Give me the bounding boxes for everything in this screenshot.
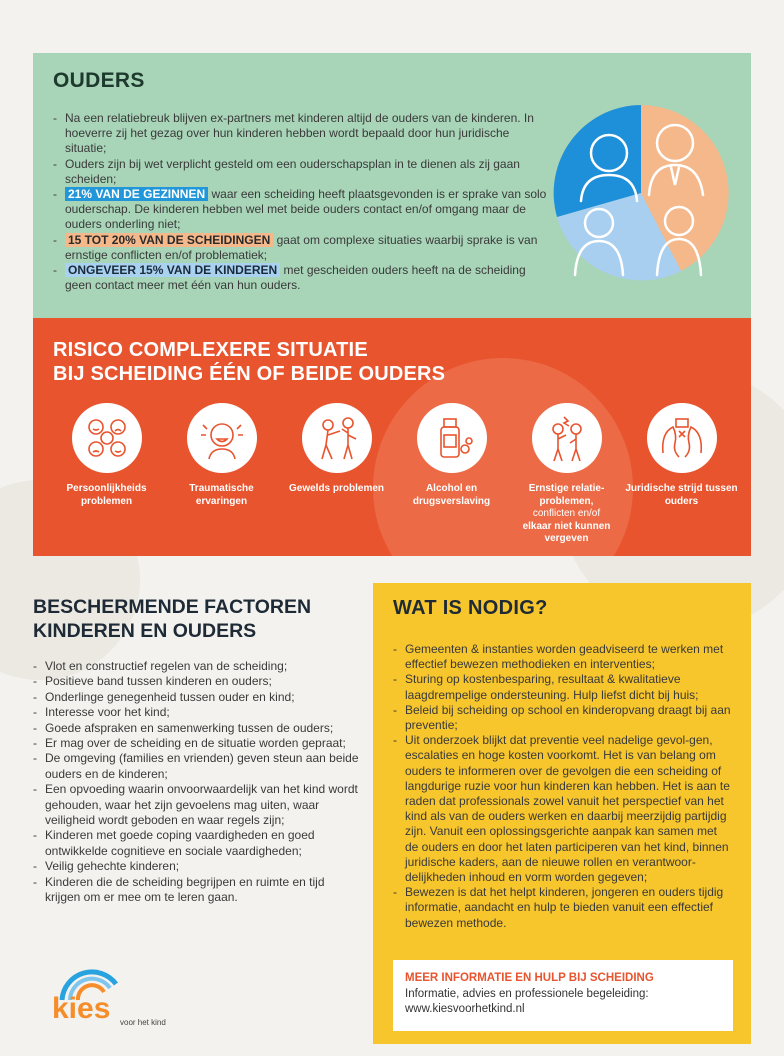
highlight-stat: 21% VAN DE GEZINNEN bbox=[65, 187, 208, 201]
list-item: - Interesse voor het kind; bbox=[33, 705, 363, 720]
arguing-couple-icon bbox=[532, 403, 602, 473]
list-item: - Goede afspraken en samenwerking tussen de ouders; bbox=[33, 721, 363, 736]
risico-section bbox=[33, 318, 751, 556]
ouders-section bbox=[33, 53, 751, 318]
beschermende-factoren-section bbox=[33, 595, 363, 906]
list-item: - Een opvoeding waarin onvoorwaardelijk van het kind wordt gehouden, waar het zijn gevoelens mag uiten, waar veiligheid wordt geboden en waar regels zijn; bbox=[33, 782, 363, 828]
logo-tagline: voor het kind bbox=[120, 1018, 166, 1027]
list-item: - Sturing op kostenbesparing, resultaat & kwalitatieve laagdrempelige ondersteuning. Hulp liefst dicht bij huis; bbox=[393, 672, 733, 702]
list-item: - Positieve band tussen kinderen en ouders; bbox=[33, 674, 363, 689]
wat-is-nodig-section bbox=[373, 583, 751, 1044]
risk-item bbox=[624, 403, 739, 546]
highlight-stat: ONGEVEER 15% VAN DE KINDEREN bbox=[65, 263, 280, 277]
risk-item bbox=[164, 403, 279, 546]
risk-factors-row bbox=[49, 403, 739, 546]
list-item: - De omgeving (families en vrienden) geven steun aan beide ouders en de kinderen; bbox=[33, 751, 363, 782]
info-title: MEER INFORMATIE EN HULP BIJ SCHEIDING bbox=[405, 972, 654, 984]
nodig-title: WAT IS NODIG? bbox=[393, 597, 548, 619]
shouting-child-icon bbox=[187, 403, 257, 473]
risk-label: Alcohol en drugsverslaving bbox=[412, 483, 491, 507]
ouders-title: OUDERS bbox=[53, 69, 145, 92]
risk-item bbox=[394, 403, 509, 546]
legal-dispute-icon bbox=[647, 403, 717, 473]
fighting-people-icon bbox=[302, 403, 372, 473]
website-link[interactable]: www.kiesvoorhetkind.nl bbox=[405, 1002, 525, 1015]
risk-label: Gewelds problemen bbox=[288, 483, 385, 494]
list-item: - Ouders zijn bij wet verplicht gesteld om een ouderschapsplan in te dienen als zij gaan scheiden; bbox=[53, 157, 551, 187]
list-item: - Vlot en constructief regelen van de scheiding; bbox=[33, 659, 363, 674]
risk-item bbox=[49, 403, 164, 546]
info-box bbox=[393, 960, 733, 1031]
faces-icon bbox=[72, 403, 142, 473]
risk-label: Traumatische ervaringen bbox=[189, 483, 254, 507]
list-item: - Uit onderzoek blijkt dat preventie veel nadelige gevol-gen, escalaties en hoge kosten voorkomt. Het is van belang om ouders te informeren over de gevolgen die een scheiding of langdurige ruzie voor hun kinderen kan hebben. Het is aan te raden dat professionals zowel vanuit het perspectief van het kind als van de ouders werken en daarbij meerzijdig partijdig zijn. Vanuit een oplossingsgerichte aanpak kan samen met de ouders en door het laten participeren van het kind, binnen juridische kaders, aan de nieuwe rollen en verantwoor-delijkheden inhoud en vorm worden gegeven; bbox=[393, 733, 733, 885]
list-item: - Bewezen is dat het helpt kinderen, jongeren en ouders tijdig informatie, aandacht en hulp te bieden vanuit een effectief bewezen methode. bbox=[393, 885, 733, 931]
bescherm-list bbox=[33, 659, 363, 906]
risk-item bbox=[279, 403, 394, 546]
ouders-list bbox=[53, 111, 551, 293]
risk-label: Ernstige relatie-problemen, conflicten en/of elkaar niet kunnen vergeven bbox=[522, 483, 611, 544]
bescherm-title: BESCHERMENDE FACTOREN KINDEREN EN OUDERS bbox=[33, 596, 312, 642]
list-item: - Gemeenten & instanties worden geadviseerd te werken met effectief bewezen methodieken en interventies; bbox=[393, 642, 733, 672]
list-item: - Beleid bij scheiding op school en kinderopvang draagt bij aan preventie; bbox=[393, 703, 733, 733]
list-item: - ONGEVEER 15% VAN DE KINDEREN met gescheiden ouders heeft na de scheiding geen contact meer met één van hun ouders. bbox=[53, 263, 551, 293]
list-item: - 15 TOT 20% VAN DE SCHEIDINGEN gaat om complexe situaties waarbij sprake is van ernstige conflicten en/of problematiek; bbox=[53, 233, 551, 263]
family-pie-icon bbox=[553, 105, 729, 281]
logo-name: kies bbox=[52, 992, 111, 1025]
list-item: - Kinderen met goede coping vaardigheden en goed ontwikkelde cognitieve en sociale vaardigheden; bbox=[33, 828, 363, 859]
info-text: Informatie, advies en professionele begeleiding: bbox=[405, 988, 649, 1000]
list-item: - Er mag over de scheiding en de situatie worden gepraat; bbox=[33, 736, 363, 751]
bottle-pills-icon bbox=[417, 403, 487, 473]
list-item: - Onderlinge genegenheid tussen ouder en kind; bbox=[33, 690, 363, 705]
list-item: - Na een relatiebreuk blijven ex-partners met kinderen altijd de ouders van de kinderen. In hoeverre zij het gezag over hun kinderen hebben wordt bepaald door hun juridische situatie; bbox=[53, 111, 551, 157]
risk-label: Juridische strijd tussen ouders bbox=[625, 483, 738, 507]
list-item: - Veilig gehechte kinderen; bbox=[33, 859, 363, 874]
kies-logo bbox=[52, 960, 192, 1030]
highlight-stat: 15 TOT 20% VAN DE SCHEIDINGEN bbox=[65, 233, 273, 247]
risk-label: Persoonlijkheids problemen bbox=[66, 483, 147, 507]
list-item: - 21% VAN DE GEZINNEN waar een scheiding heeft plaatsgevonden is er sprake van solo ouderschap. De kinderen hebben wel met beide ouders contact en/of omgang maar de ouders onderling niet; bbox=[53, 187, 551, 233]
risico-title: RISICO COMPLEXERE SITUATIE BIJ SCHEIDING ÉÉN OF BEIDE OUDERS bbox=[53, 339, 446, 385]
nodig-list bbox=[393, 642, 733, 931]
list-item: - Kinderen die de scheiding begrijpen en ruimte en tijd krijgen om er mee om te leren gaan. bbox=[33, 875, 363, 906]
risk-item bbox=[509, 403, 624, 546]
